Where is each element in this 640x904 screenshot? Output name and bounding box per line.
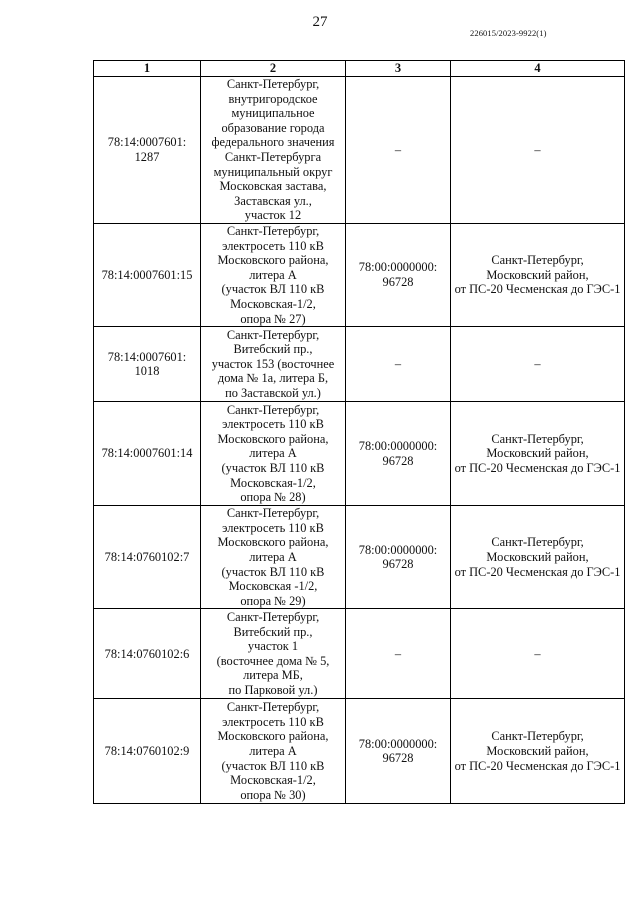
related-number-cell: 78:00:0000000: 96728 xyxy=(346,506,451,609)
table-row xyxy=(94,327,625,402)
column-header-4: 4 xyxy=(451,61,625,77)
table-row xyxy=(94,402,625,506)
related-number-cell: 78:00:0000000: 96728 xyxy=(346,224,451,327)
table-row xyxy=(94,506,625,609)
table-row xyxy=(94,224,625,327)
column-header-3: 3 xyxy=(346,61,451,77)
address-cell: Санкт-Петербург, Витебский пр., участок 1 (восточнее дома № 5, литера МБ, по Парковой ул.) xyxy=(201,609,346,699)
address-cell: Санкт-Петербург, Витебский пр., участок 153 (восточнее дома № 1а, литера Б, по Заставской ул.) xyxy=(201,327,346,402)
column-header-1: 1 xyxy=(94,61,201,77)
location-cell: Санкт-Петербург, Московский район, от ПС-20 Чесменская до ГЭС-1 xyxy=(451,699,625,804)
table-header-row xyxy=(94,61,625,77)
cadastral-number-cell: 78:14:0760102:9 xyxy=(94,699,201,804)
related-number-cell: – xyxy=(346,77,451,224)
related-number-cell: 78:00:0000000: 96728 xyxy=(346,699,451,804)
related-number-cell: – xyxy=(346,327,451,402)
cadastral-number-cell: 78:14:0007601: 1287 xyxy=(94,77,201,224)
document-id: 226015/2023-9922(1) xyxy=(470,28,547,38)
table-row xyxy=(94,609,625,699)
cadastral-number-cell: 78:14:0007601: 1018 xyxy=(94,327,201,402)
address-cell: Санкт-Петербург, электросеть 110 кВ Московского района, литера А (участок ВЛ 110 кВ Московская-1/2, опора № 27) xyxy=(201,224,346,327)
table-row xyxy=(94,699,625,804)
location-cell: Санкт-Петербург, Московский район, от ПС-20 Чесменская до ГЭС-1 xyxy=(451,506,625,609)
location-cell: – xyxy=(451,327,625,402)
location-cell: – xyxy=(451,77,625,224)
related-number-cell: – xyxy=(346,609,451,699)
page-number: 27 xyxy=(312,14,328,30)
location-cell: Санкт-Петербург, Московский район, от ПС-20 Чесменская до ГЭС-1 xyxy=(451,402,625,506)
address-cell: Санкт-Петербург, электросеть 110 кВ Московского района, литера А (участок ВЛ 110 кВ Московская-1/2, опора № 30) xyxy=(201,699,346,804)
column-header-2: 2 xyxy=(201,61,346,77)
cadastral-number-cell: 78:14:0760102:6 xyxy=(94,609,201,699)
cadastral-number-cell: 78:14:0760102:7 xyxy=(94,506,201,609)
table-row xyxy=(94,77,625,224)
related-number-cell: 78:00:0000000: 96728 xyxy=(346,402,451,506)
location-cell: – xyxy=(451,609,625,699)
address-cell: Санкт-Петербург, внутригородское муниципальное образование города федерального значения Санкт-Петербурга муниципальный округ Московская застава, Заставская ул., участок 12 xyxy=(201,77,346,224)
cadastral-number-cell: 78:14:0007601:14 xyxy=(94,402,201,506)
address-cell: Санкт-Петербург, электросеть 110 кВ Московского района, литера А (участок ВЛ 110 кВ Московская -1/2, опора № 29) xyxy=(201,506,346,609)
location-cell: Санкт-Петербург, Московский район, от ПС-20 Чесменская до ГЭС-1 xyxy=(451,224,625,327)
address-cell: Санкт-Петербург, электросеть 110 кВ Московского района, литера А (участок ВЛ 110 кВ Московская-1/2, опора № 28) xyxy=(201,402,346,506)
cadastral-number-cell: 78:14:0007601:15 xyxy=(94,224,201,327)
registry-table xyxy=(93,60,625,804)
